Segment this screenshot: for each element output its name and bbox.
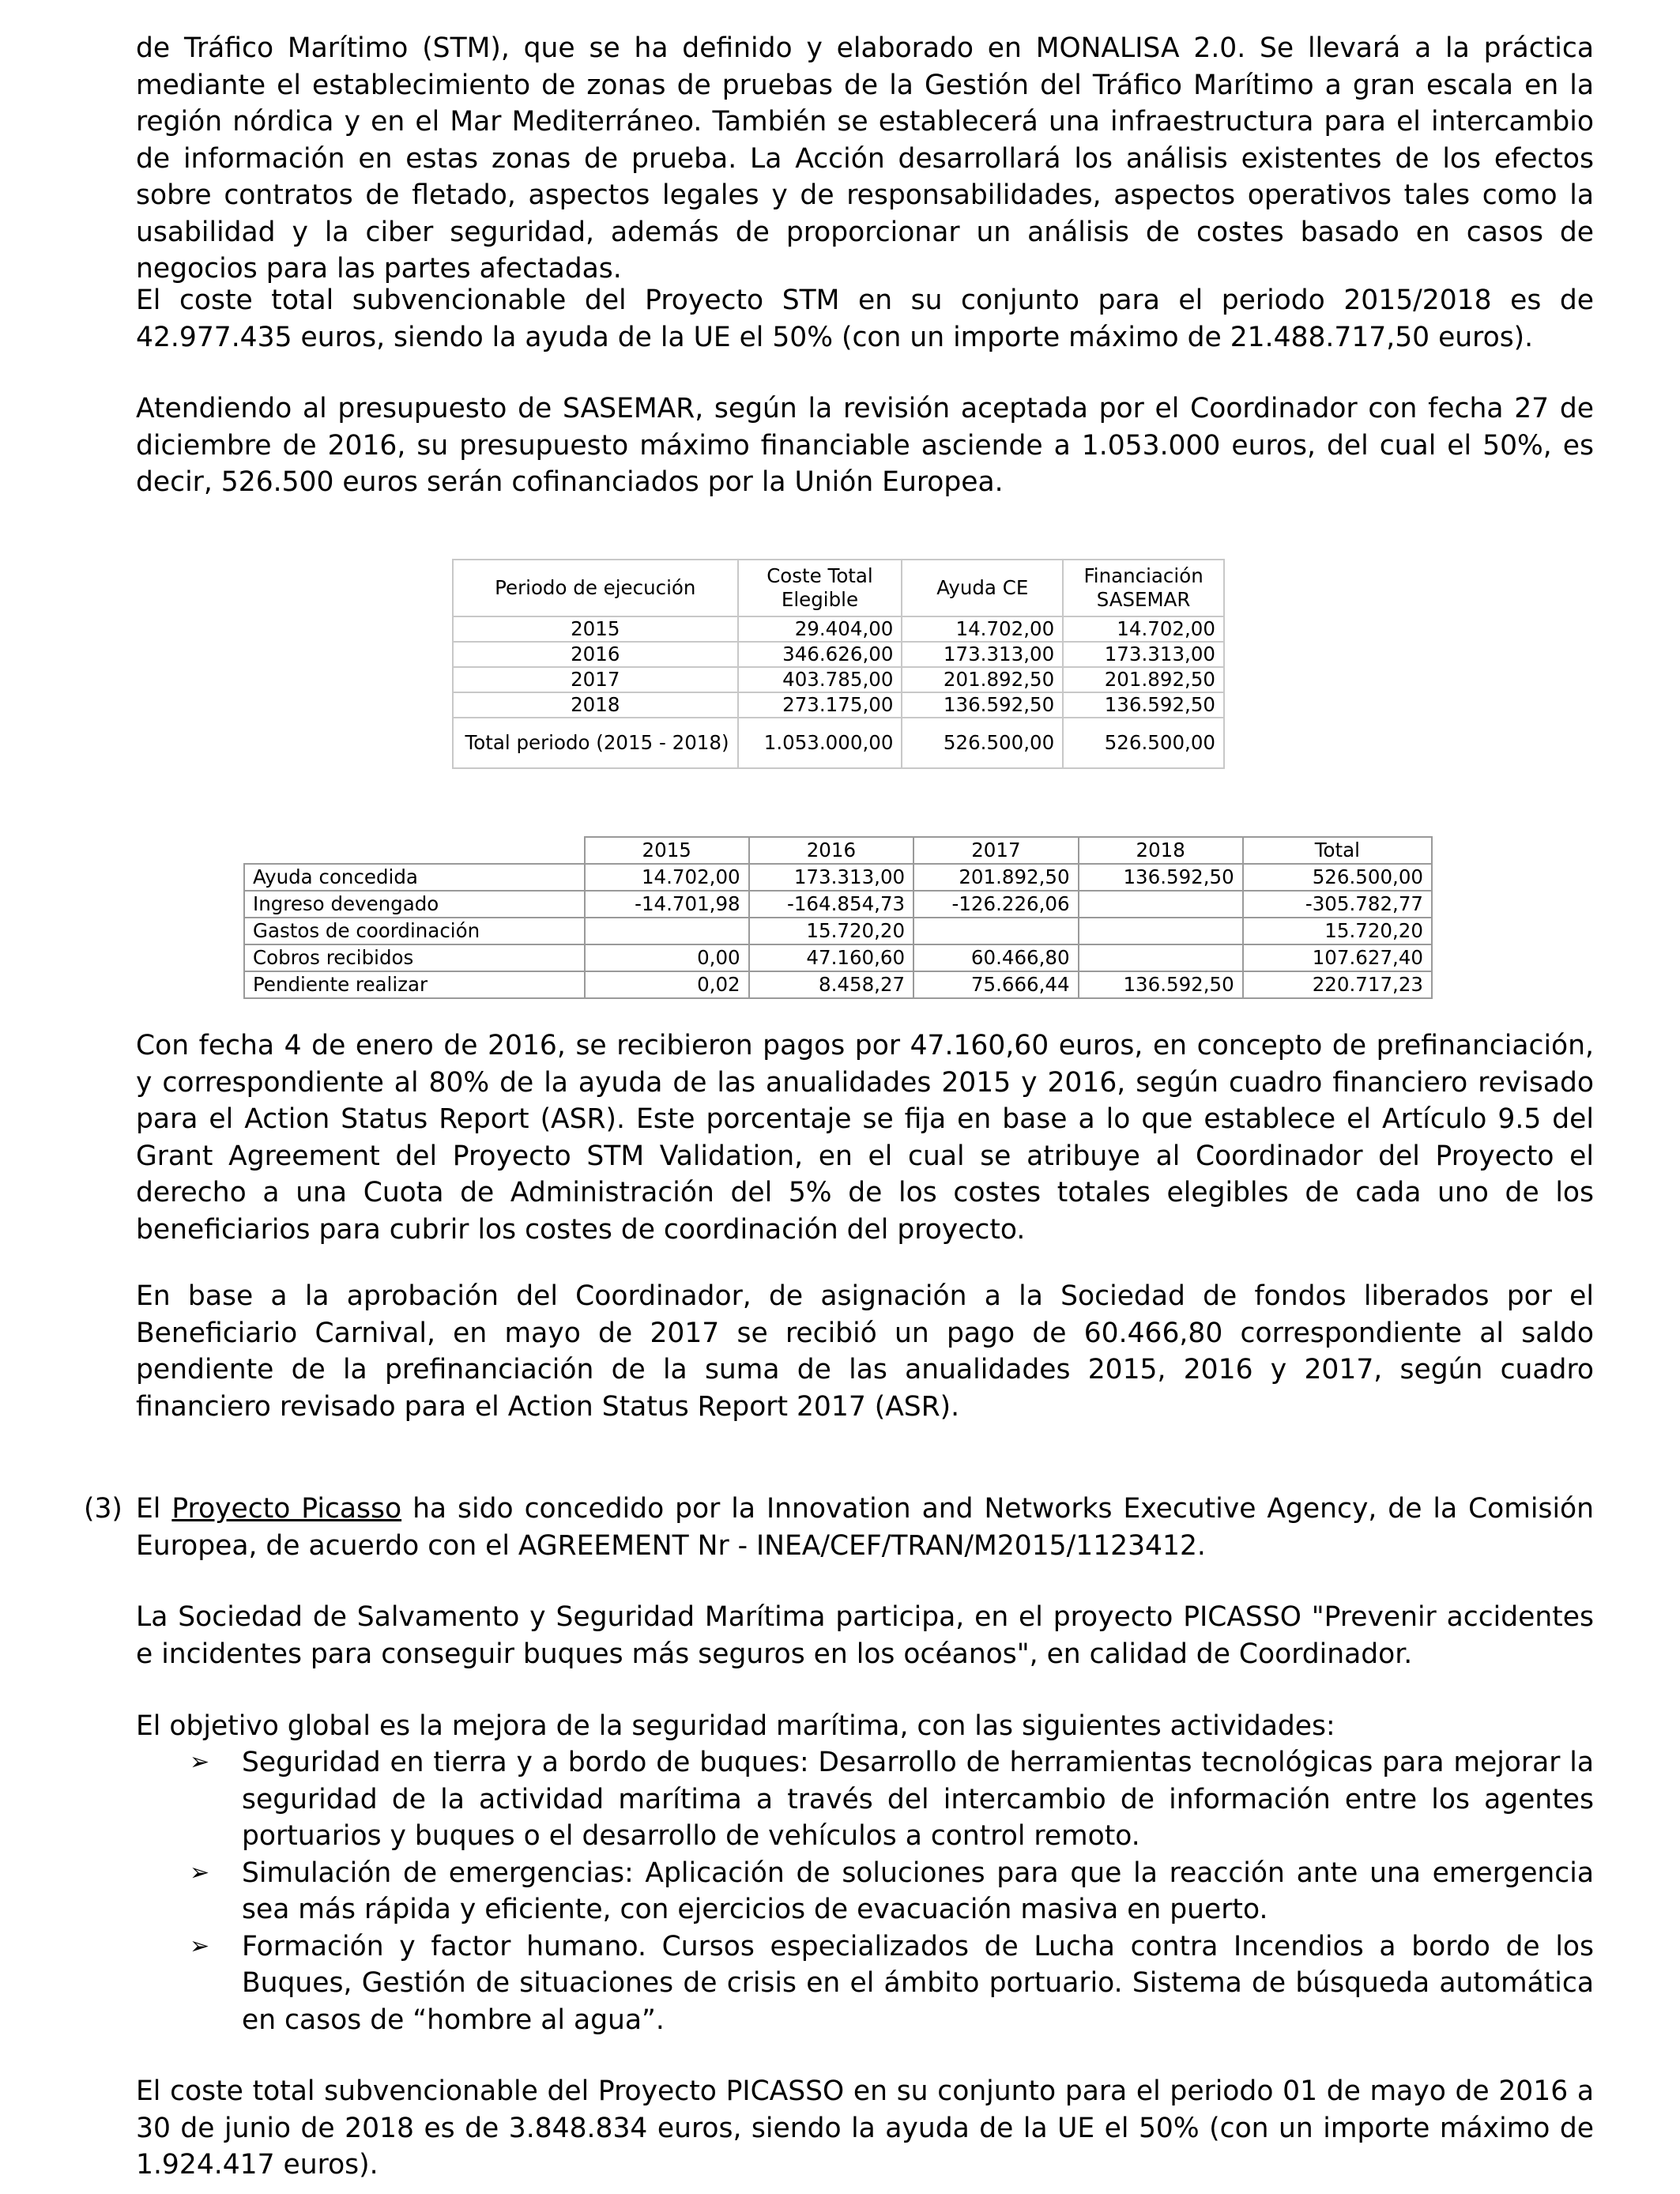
paragraph-text: En base a la aprobación del Coordinador, de asignación a la Sociedad de fondos liberados por el Beneficiario Carnival, en mayo de 2017 se recibió un pago de 60.466,80 correspondiente al saldo pendiente de la prefinanciación de la suma de las anualidades 2015, 2016 y 2017, según cuadro financiero revisado para el Action Status Report 2017 (ASR). bbox=[136, 1280, 1594, 1423]
table-cell: 346.626,00 bbox=[738, 642, 902, 667]
paragraph-text: El coste total subvencionable del Proyecto STM en su conjunto para el periodo 2015/2018 es de 42.977.435 euros, siendo la ayuda de la UE el 50% (con un importe máximo de 21.488.717,50 euros). bbox=[136, 285, 1594, 353]
table-cell bbox=[585, 918, 749, 944]
table-row bbox=[453, 642, 1224, 667]
table-cell: 1.053.000,00 bbox=[738, 718, 902, 768]
row-label: Cobros recibidos bbox=[244, 944, 585, 971]
list-item-text: Seguridad en tierra y a bordo de buques: Desarrollo de herramientas tecnológicas para mejorar la seguridad de la actividad marítima a través del intercambio de información entre los agentes portuarios y buques o el desarrollo de vehículos a control remoto. bbox=[242, 1747, 1594, 1852]
budget-table-header bbox=[453, 560, 1224, 616]
text-run: ha sido concedido por la Innovation and Networks Executive Agency, de la Comisión Europea, de acuerdo con el AGREEMENT Nr - INEA/CEF/TRAN/M2015/1123412. bbox=[136, 1493, 1594, 1562]
table-cell: 2018 bbox=[453, 692, 738, 718]
budget-table bbox=[452, 559, 1225, 769]
paragraph-picasso-cost bbox=[136, 2073, 1594, 2184]
header-cell: 2015 bbox=[585, 837, 749, 864]
objectives-list bbox=[136, 1744, 1594, 2038]
item-number: (3) bbox=[84, 1493, 122, 1525]
paragraph-text: Con fecha 4 de enero de 2016, se recibieron pagos por 47.160,60 euros, en concepto de prefinanciación, y correspondiente al 80% de la ayuda de las anualidades 2015 y 2016, según cuadro financiero revisado para el Action Status Report (ASR). Este porcentaje se fija en base a lo que establece el Artículo 9.5 del Grant Agreement del Proyecto STM Validation, en el cual se atribuye al Coordinador del Proyecto el derecho a una Cuota de Administración del 5% de los costes totales elegibles de cada uno de los beneficiarios para cubrir los costes de coordinación del proyecto. bbox=[136, 1030, 1594, 1246]
row-label: Pendiente realizar bbox=[244, 971, 585, 998]
paragraph-text: de Tráfico Marítimo (STM), que se ha definido y elaborado en MONALISA 2.0. Se llevará a la práctica mediante el establecimiento de zonas de pruebas de la Gestión del Tráfico Marítimo a gran escala en la región nórdica y en el Mar Mediterráneo. También se establecerá una infraestructura para el intercambio de información en estas zonas de prueba. La Acción desarrollará los análisis existentes de los efectos sobre contratos de fletado, aspectos legales y de responsabilidades, aspectos operativos tales como la usabilidad y la ciber seguridad, además de proporcionar un análisis de costes basado en casos de negocios para las partes afectadas. bbox=[136, 32, 1594, 285]
table-cell: 173.313,00 bbox=[1063, 642, 1224, 667]
paragraph-carnival-payment bbox=[136, 1278, 1594, 1425]
table-cell: -305.782,77 bbox=[1243, 891, 1432, 918]
table-row bbox=[453, 667, 1224, 692]
paragraph-picasso-intro bbox=[136, 1491, 1594, 1564]
table-cell: 173.313,00 bbox=[749, 864, 913, 891]
header-cell: 2017 bbox=[913, 837, 1078, 864]
table-cell bbox=[913, 918, 1078, 944]
table-cell: 14.702,00 bbox=[902, 616, 1063, 642]
table-row bbox=[244, 971, 1432, 998]
table-cell: 136.592,50 bbox=[902, 692, 1063, 718]
header-cell: 2018 bbox=[1079, 837, 1243, 864]
table-cell: 0,00 bbox=[585, 944, 749, 971]
header-cell: Total bbox=[1243, 837, 1432, 864]
table-cell: 15.720,20 bbox=[749, 918, 913, 944]
table-cell: 15.720,20 bbox=[1243, 918, 1432, 944]
table-cell: 0,02 bbox=[585, 971, 749, 998]
paragraph-text: Atendiendo al presupuesto de SASEMAR, según la revisión aceptada por el Coordinador con fecha 27 de diciembre de 2016, su presupuesto máximo financiable asciende a 1.053.000 euros, del cual el 50%, es decir, 526.500 euros serán cofinanciados por la Unión Europea. bbox=[136, 393, 1594, 498]
table-row bbox=[244, 944, 1432, 971]
table-cell: 136.592,50 bbox=[1063, 692, 1224, 718]
paragraph-text: El objetivo global es la mejora de la seguridad marítima, con las siguientes actividades: bbox=[136, 1710, 1335, 1742]
table-cell: 107.627,40 bbox=[1243, 944, 1432, 971]
paragraph-text: El coste total subvencionable del Proyecto PICASSO en su conjunto para el periodo 01 de mayo de 2016 a 30 de junio de 2018 es de 3.848.834 euros, siendo la ayuda de la UE el 50% (con un importe máximo de 1.924.417 euros). bbox=[136, 2075, 1594, 2181]
list-item bbox=[136, 1744, 1594, 1855]
row-label: Ingreso devengado bbox=[244, 891, 585, 918]
table-cell: 75.666,44 bbox=[913, 971, 1078, 998]
arrow-bullet-icon: ➢ bbox=[190, 1748, 210, 1776]
table-cell: 47.160,60 bbox=[749, 944, 913, 971]
list-item bbox=[136, 1928, 1594, 2039]
paragraph-objectives bbox=[136, 1708, 1594, 1745]
paragraph-stm-description bbox=[136, 30, 1594, 288]
paragraph-prefinancing bbox=[136, 1027, 1594, 1248]
table-cell bbox=[1079, 944, 1243, 971]
list-item bbox=[136, 1855, 1594, 1928]
table-cell: 526.500,00 bbox=[902, 718, 1063, 768]
table-cell: 136.592,50 bbox=[1079, 971, 1243, 998]
table-row bbox=[244, 918, 1432, 944]
table-cell bbox=[1079, 918, 1243, 944]
paragraph-stm-cost bbox=[136, 282, 1594, 356]
payments-table bbox=[243, 836, 1433, 999]
table-cell: -126.226,06 bbox=[913, 891, 1078, 918]
row-label: Gastos de coordinación bbox=[244, 918, 585, 944]
table-cell: -14.701,98 bbox=[585, 891, 749, 918]
payments-table-header bbox=[244, 837, 1432, 864]
table-cell: 220.717,23 bbox=[1243, 971, 1432, 998]
table-cell bbox=[1079, 891, 1243, 918]
arrow-bullet-icon: ➢ bbox=[190, 1932, 210, 1960]
paragraph-text bbox=[136, 1491, 1594, 1564]
table-cell: 403.785,00 bbox=[738, 667, 902, 692]
header-cell: Coste Total Elegible bbox=[738, 560, 902, 616]
table-cell: 201.892,50 bbox=[913, 864, 1078, 891]
header-cell: Ayuda CE bbox=[902, 560, 1063, 616]
paragraph-text: La Sociedad de Salvamento y Seguridad Marítima participa, en el proyecto PICASSO "Prevenir accidentes e incidentes para conseguir buques más seguros en los océanos", en calidad de Coordinador. bbox=[136, 1601, 1594, 1670]
table-cell: 8.458,27 bbox=[749, 971, 913, 998]
header-cell: Periodo de ejecución bbox=[453, 560, 738, 616]
row-label: Ayuda concedida bbox=[244, 864, 585, 891]
table-cell: -164.854,73 bbox=[749, 891, 913, 918]
table-row bbox=[453, 616, 1224, 642]
table-cell: 14.702,00 bbox=[585, 864, 749, 891]
table-cell: 201.892,50 bbox=[902, 667, 1063, 692]
table-row bbox=[244, 864, 1432, 891]
paragraph-sasemar-budget bbox=[136, 390, 1594, 501]
header-cell: Financiación SASEMAR bbox=[1063, 560, 1224, 616]
table-cell: 14.702,00 bbox=[1063, 616, 1224, 642]
table-row bbox=[453, 692, 1224, 718]
picasso-project-link[interactable]: Proyecto Picasso bbox=[171, 1493, 402, 1525]
text-run: El bbox=[136, 1493, 172, 1525]
table-cell: 2016 bbox=[453, 642, 738, 667]
table-cell: 526.500,00 bbox=[1063, 718, 1224, 768]
table-cell: Total periodo (2015 - 2018) bbox=[453, 718, 738, 768]
list-item-text: Simulación de emergencias: Aplicación de soluciones para que la reacción ante una emergencia sea más rápida y eficiente, con ejercicios de evacuación masiva en puerto. bbox=[242, 1857, 1594, 1925]
table-cell: 2015 bbox=[453, 616, 738, 642]
table-cell: 201.892,50 bbox=[1063, 667, 1224, 692]
header-cell: 2016 bbox=[749, 837, 913, 864]
table-cell: 526.500,00 bbox=[1243, 864, 1432, 891]
arrow-bullet-icon: ➢ bbox=[190, 1858, 210, 1887]
table-cell: 60.466,80 bbox=[913, 944, 1078, 971]
table-cell: 136.592,50 bbox=[1079, 864, 1243, 891]
table-row bbox=[244, 891, 1432, 918]
table-cell: 173.313,00 bbox=[902, 642, 1063, 667]
list-item-text: Formación y factor humano. Cursos especializados de Lucha contra Incendios a bordo de los Buques, Gestión de situaciones de crisis en el ámbito portuario. Sistema de búsqueda automática en casos de “hombre al agua”. bbox=[242, 1930, 1594, 2036]
header-cell bbox=[244, 837, 585, 864]
table-cell: 29.404,00 bbox=[738, 616, 902, 642]
paragraph-picasso-participation bbox=[136, 1599, 1594, 1672]
table-cell: 273.175,00 bbox=[738, 692, 902, 718]
table-cell: 2017 bbox=[453, 667, 738, 692]
table-total-row bbox=[453, 718, 1224, 768]
